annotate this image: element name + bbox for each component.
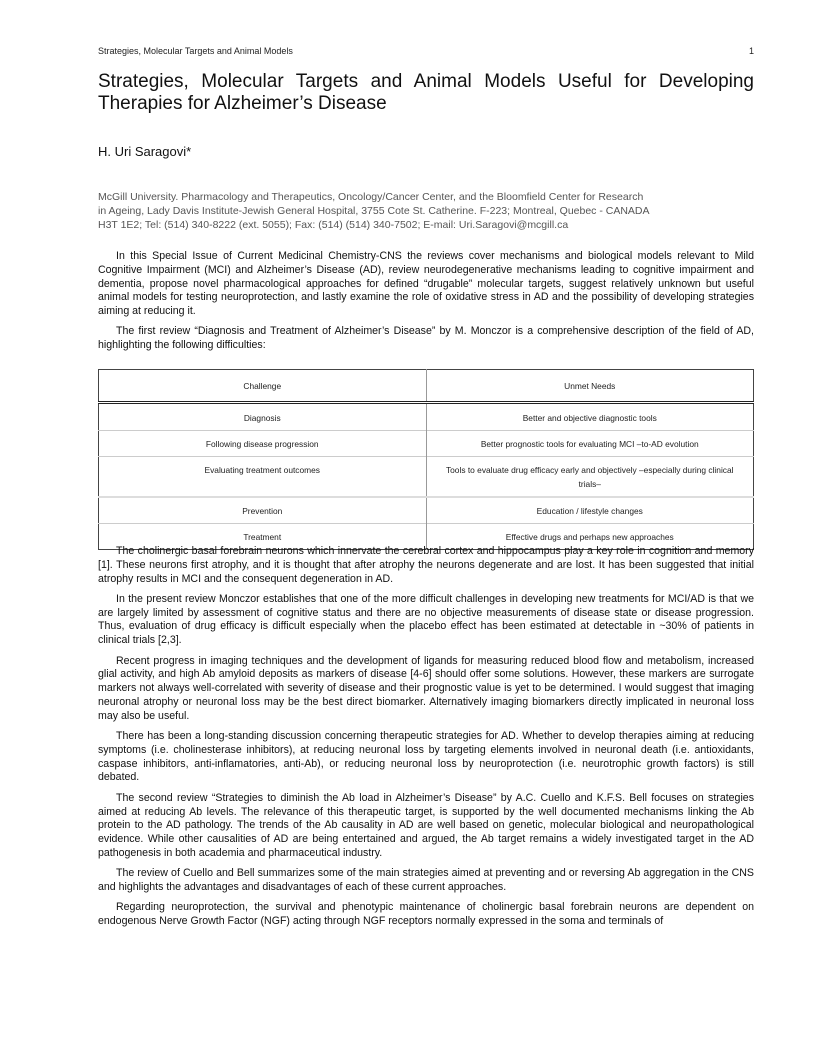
table-row [99,403,754,431]
table-row [99,497,754,524]
affiliation-line: McGill University. Pharmacology and Therapeutics, Oncology/Cancer Center, and the Bloomfield Center for Research [98,191,644,203]
challenge-cell: Treatment [99,524,427,550]
paragraph: The first review “Diagnosis and Treatment of Alzheimer’s Disease” by M. Monczor is a comprehensive description of the field of AD, highlighting the following difficulties: [98,325,754,352]
affiliation-line: H3T 1E2; Tel: (514) 340-8222 (ext. 5055); Fax: (514) (514) 340-7502; E-mail: Uri.Saragovi@mcgill.ca [98,219,569,231]
challenge-cell: Diagnosis [243,413,281,423]
paragraph: The cholinergic basal forebrain neurons which innervate the cerebral cortex and hippocampus play a key role in cognition and memory [1]. These neurons first atrophy, and it is thought that after atrophy the neurons degenerate and are lost. It has been suggested that initial atrophy results in MCI and the consequent degeneration in AD. [98,545,754,585]
paragraph: Recent progress in imaging techniques and the development of ligands for measuring reduced blood flow and metabolism, increased glial activity, and high Ab amyloid deposits as markers of disease [4-6] should offer some solutions. However, these markers are surrogate markers not always well-correlated with severity of disease and their prognostic value is yet to be determined. I would suggest that imaging neuronal atrophy or neuronal loss may be the best direct biomarker. Alternatively imaging biomarkers directly implicated in neuronal loss may also be useful. [98,654,754,722]
challenge-cell: Following disease progression [99,431,427,457]
challenge-cell: Prevention [99,497,427,524]
running-title: Strategies, Molecular Targets and Animal Models [98,46,293,56]
need-cell: Tools to evaluate drug efficacy early and objectively –especially during clinical trials– [426,457,754,498]
paragraph: The review of Cuello and Bell summarizes some of the main strategies aimed at preventing and or reversing Ab aggregation in the CNS and highlights the advantages and disadvantages of each of these current approaches. [98,867,754,894]
main-section [98,545,754,935]
challenges-table [98,369,754,550]
running-header [98,46,754,56]
paragraph: The second review “Strategies to diminish the Ab load in Alzheimer’s Disease” by A.C. Cuello and K.F.S. Bell focuses on strategies aimed at reducing Ab levels. The relevance of this therapeutic target, is supported by the well documented mechanisms linking the Ab protein to the AD pathology. The trends of the Ab causality in AD are well based on genetic, molecular biological and neuropathological evidence. While other causalities of AD are being entertained and argued, the Ab target remains a widely investigated target in the AD pathogenesis in both academia and pharmaceutical industry. [98,791,754,859]
column-header-unmet-needs: Unmet Needs [426,370,754,403]
paragraph: In this Special Issue of Current Medicinal Chemistry-CNS the reviews cover mechanisms and biological models relevant to Mild Cognitive Impairment (MCI) and Alzheimer’s Disease (AD), review neurodegenerative mechanisms leading to cognitive impairment and dementia, propose novel pharmacological approaches for defined “drugable” molecular targets, suggest relatively unknown but useful animal models for testing neuroprotection, and lastly examine the role of oxidative stress in AD and the possibility of developing strategies aiming at reducing it. [98,250,754,318]
need-cell: Effective drugs and perhaps new approaches [426,524,754,550]
table-header-row [99,370,754,403]
paragraph: In the present review Monczor establishes that one of the more difficult challenges in developing new treatments for MCI/AD is that we are largely limited by assessment of cognitive status and there are no objective measurements of disease state or disease progression. Thus, evaluation of drug efficacy is difficult especially when the placebo effect has been estimated at detectable in ~30% of patients in clinical trials [2,3]. [98,592,754,647]
table-row [99,431,754,457]
challenge-cell: Evaluating treatment outcomes [99,457,427,498]
author-affiliation [98,190,738,232]
paragraph: Regarding neuroprotection, the survival and phenotypic maintenance of cholinergic basal forebrain neurons are dependent on endogenous Nerve Growth Factor (NGF) acting through NGF receptors normally expressed in the soma and terminals of [98,901,754,928]
paragraph: There has been a long-standing discussion concerning therapeutic strategies for AD. Whether to develop therapies aiming at reducing symptoms (i.e. cholinesterase inhibitors), at reducing neuronal loss by targeting elements involved in neuronal death (i.e. antioxidants, caspase inhibitors, anti-inflamatories, anti-Ab), or reducing neuronal loss by neuroprotection (i.e. neurotrophic growth factors) is still debated. [98,730,754,784]
column-header-challenge: Challenge [99,370,427,403]
need-cell: Better and objective diagnostic tools [426,403,754,431]
need-cell: Better prognostic tools for evaluating MCI –to-AD evolution [426,431,754,457]
page-number: 1 [748,46,754,56]
author-name: H. Uri Saragovi* [98,144,192,159]
article-title: Strategies, Molecular Targets and Animal Models Useful for Developing Therapies for Alzheimer’s Disease [98,71,754,114]
affiliation-line: in Ageing, Lady Davis Institute-Jewish General Hospital, 3755 Cote St. Catherine. F-223; Montreal, Quebec - CANADA [98,205,650,217]
table-row [99,457,754,498]
intro-section [98,250,754,360]
need-cell: Education / lifestyle changes [426,497,754,524]
